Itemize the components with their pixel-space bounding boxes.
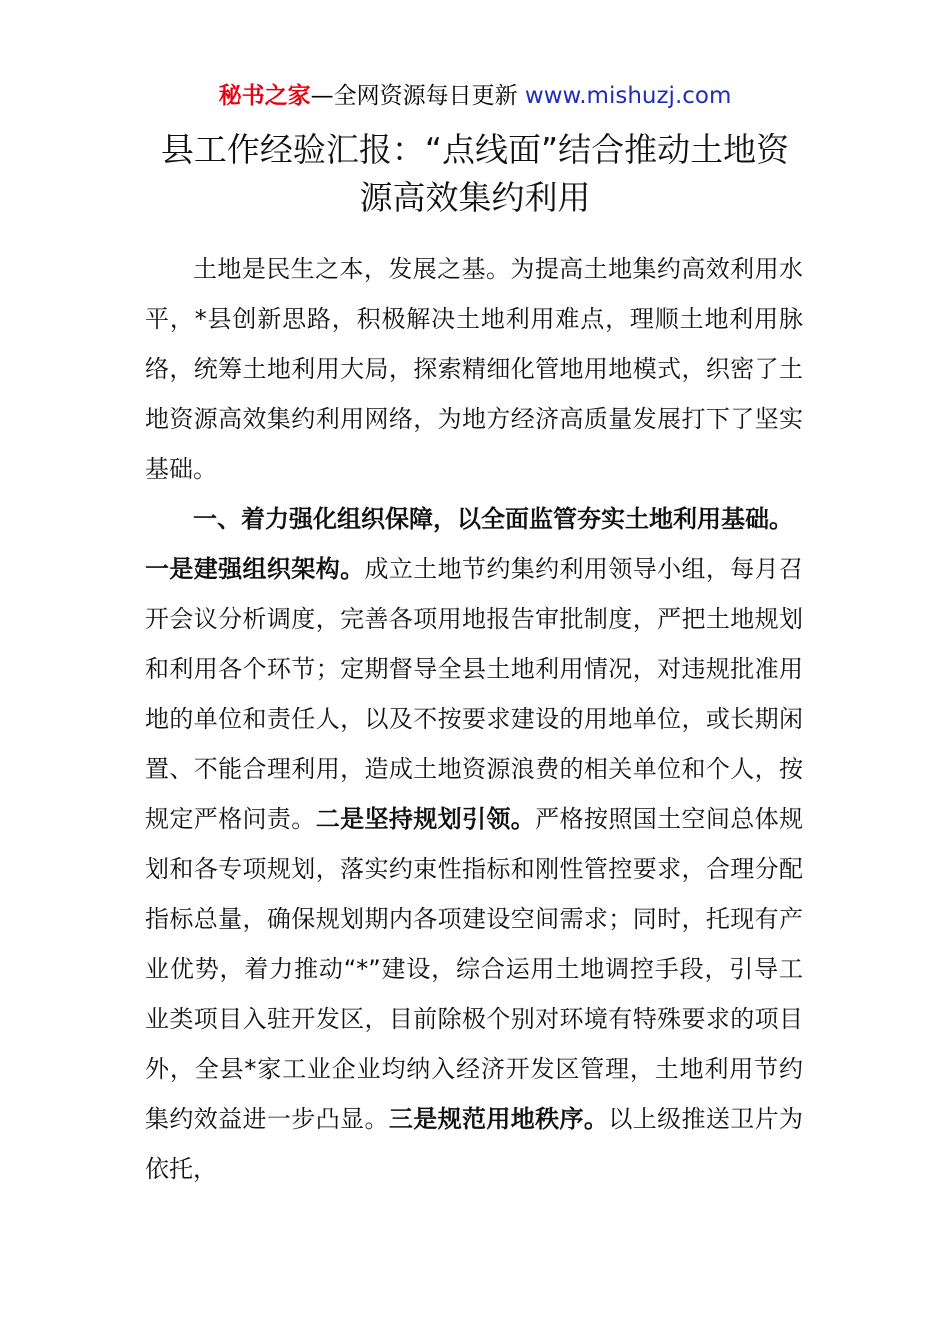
point-body: 严格按照国土空间总体规划和各专项规划，落实约束性指标和刚性管控要求，合理分配指标总量，确保规划期内各项建设空间需求；同时，托现有产业优势，着力推动“*”建设，综合运用土地调控手段，引导工业类项目入驻开发区，目前除极个别对环境有特殊要求的项目外，全县*家工业企业均纳入经济开发区管理，土地利用节约集约效益进一步凸显。 bbox=[145, 805, 804, 1133]
point-body: 成立土地节约集约利用领导小组，每月召开会议分析调度，完善各项用地报告审批制度，严把土地规划和利用各个环节；定期督导全县土地利用情况，对违规批准用地的单位和责任人，以及不按要求建设的用地单位，或长期闲置、不能合理利用，造成土地资源浪费的相关单位和个人，按规定严格问责。 bbox=[145, 555, 804, 833]
site-name: 秘书之家 bbox=[218, 83, 311, 109]
point-body: 以上级推送卫片为依托， bbox=[145, 1105, 804, 1183]
document-body bbox=[145, 244, 803, 1194]
section-paragraph bbox=[145, 544, 803, 1194]
section-heading: 一、着力强化组织保障，以全面监管夯实土地利用基础。 bbox=[193, 505, 793, 533]
point-title: 二是坚持规划引领。 bbox=[315, 805, 536, 833]
site-url-link[interactable]: www.mishuzj.com bbox=[524, 83, 732, 109]
intro-paragraph: 土地是民生之本，发展之基。为提高土地集约高效利用水平，*县创新思路，积极解决土地利用难点，理顺土地利用脉络，统筹土地利用大局，探索精细化管地用地模式，织密了土地资源高效集约利用网络，为地方经济高质量发展打下了坚实基础。 bbox=[145, 255, 803, 483]
document-title: 县工作经验汇报：“点线面”结合推动土地资源高效集约利用 bbox=[160, 130, 790, 217]
point-title: 一是建强组织架构。 bbox=[145, 555, 365, 583]
site-banner bbox=[0, 80, 950, 112]
site-tagline: —全网资源每日更新 bbox=[310, 83, 525, 109]
point-title: 三是规范用地秩序。 bbox=[388, 1105, 609, 1133]
